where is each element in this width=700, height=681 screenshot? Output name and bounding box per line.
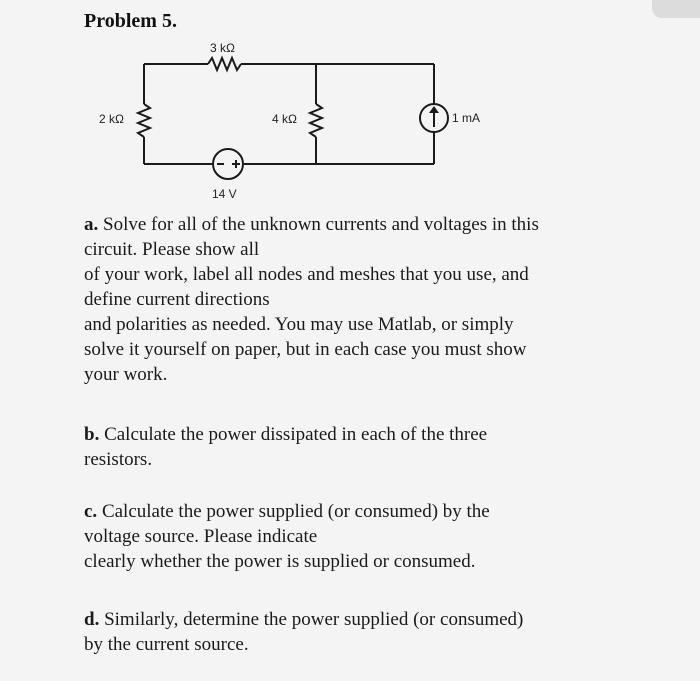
resistor-4k bbox=[310, 104, 322, 137]
part-text-line: Solve for all of the unknown currents and voltages in this bbox=[103, 214, 539, 235]
part-a bbox=[84, 212, 624, 387]
part-text-line: Calculate the power supplied (or consumed) by the bbox=[101, 501, 490, 522]
part-text-line: resistors. bbox=[84, 449, 153, 470]
part-text-line: circuit. Please show all bbox=[84, 239, 260, 260]
part-text-line: Calculate the power dissipated in each of the three bbox=[104, 424, 488, 445]
part-text-line: define current directions bbox=[84, 289, 270, 310]
resistor-2k-label: 2 kΩ bbox=[99, 112, 124, 126]
part-text-line: voltage source. Please indicate bbox=[84, 526, 318, 547]
part-letter: c. bbox=[84, 501, 98, 522]
resistor-4k-label: 4 kΩ bbox=[272, 112, 297, 126]
current-source bbox=[420, 104, 448, 132]
resistor-3k-label: 3 kΩ bbox=[210, 41, 235, 55]
resistor-2k bbox=[138, 104, 150, 137]
part-text-line: of your work, label all nodes and meshes that you use, and bbox=[84, 264, 529, 285]
part-text-line: solve it yourself on paper, but in each case you must show bbox=[84, 339, 527, 360]
voltage-source bbox=[213, 149, 243, 179]
part-d bbox=[84, 607, 624, 657]
circuit-diagram bbox=[0, 0, 700, 210]
part-c bbox=[84, 499, 624, 574]
part-text-line: and polarities as needed. You may use Matlab, or simply bbox=[84, 314, 514, 335]
part-text-line: Similarly, determine the power supplied (or consumed) bbox=[104, 609, 524, 630]
part-b bbox=[84, 422, 624, 472]
part-letter: a. bbox=[84, 214, 99, 235]
part-letter: b. bbox=[84, 424, 100, 445]
problem-title: Problem 5. bbox=[84, 10, 177, 32]
part-text-line: clearly whether the power is supplied or consumed. bbox=[84, 551, 476, 572]
part-letter: d. bbox=[84, 609, 100, 630]
current-source-label: 1 mA bbox=[452, 111, 481, 125]
part-text-line: by the current source. bbox=[84, 634, 249, 655]
part-text-line: your work. bbox=[84, 364, 168, 385]
resistor-3k bbox=[208, 58, 241, 70]
voltage-source-label: 14 V bbox=[212, 187, 237, 201]
